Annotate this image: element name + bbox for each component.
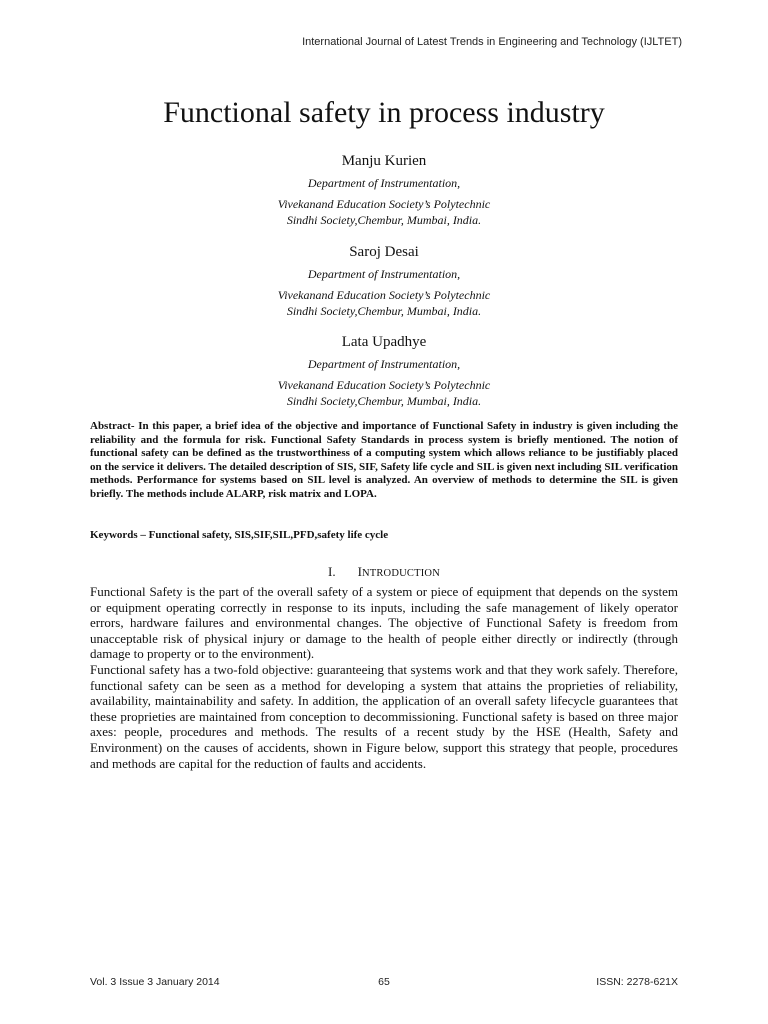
author-institution: Vivekanand Education Society’s Polytechnic xyxy=(277,197,491,211)
footer-page-number: 65 xyxy=(378,976,390,988)
author-department: Department of Instrumentation, xyxy=(307,267,461,281)
author-institution: Vivekanand Education Society’s Polytechnic xyxy=(277,378,491,392)
abstract: Abstract- In this paper, a brief idea of the objective and importance of Functional Safety in industry is given including the reliability and the formula for risk. Functional Safety Standards in process system is briefly mentioned. The notion of functional safety can be defined as the trustworthiness of a computing system which allows reliance to be justifiably placed on the service it delivers. The detailed description of SIS, SIF, Safety life cycle and SIL is given next including SIL verification methods. Performance for systems based on SIL level is analyzed. An overview of methods to determine the SIL is given briefly. The methods include ALARP, risk matrix and LOPA. xyxy=(90,420,678,500)
author-address: Sindhi Society,Chembur, Mumbai, India. xyxy=(286,304,482,318)
author-name: Manju Kurien xyxy=(341,153,427,169)
footer-volume: Vol. 3 Issue 3 January 2014 xyxy=(90,976,220,988)
section-title-rest: NTRODUCTION xyxy=(361,568,440,579)
paragraph: Functional Safety is the part of the overall safety of a system or piece of equipment that depends on the system or equipment operating correctly in response to its inputs, including the safe management of likely operator errors, hardware failures and environmental changes. The objective of Functional Safety is freedom from unacceptable risk of physical injury or damage to the health of people either directly or indirectly (through damage to property or to the environment). xyxy=(90,584,678,662)
author-block-3 xyxy=(0,333,768,409)
introduction-body xyxy=(90,584,678,771)
paragraph: Functional safety has a two-fold objective: guaranteeing that systems work and that they work safely. Therefore, functional safety can be seen as a method for developing a system that attains the proprieties of reliability, availability, maintainability and safety. In addition, the application of an overall safety lifecycle guarantees that these proprieties are maintained from conception to decommissioning. Functional safety is based on three major axes: people, procedures and methods. The results of a recent study by the HSE (Health, Safety and Environment) on the causes of accidents, shown in Figure below, support this strategy that people, procedures and methods are capital for the reduction of faults and accidents. xyxy=(90,661,678,771)
author-name: Lata Upadhye xyxy=(341,334,427,350)
author-block-2 xyxy=(0,243,768,319)
section-title-initial: I xyxy=(357,564,362,579)
section-heading xyxy=(0,564,768,580)
section-number: I. xyxy=(328,564,336,579)
footer-issn: ISSN: 2278-621X xyxy=(596,976,678,988)
author-address: Sindhi Society,Chembur, Mumbai, India. xyxy=(286,394,482,408)
author-department: Department of Instrumentation, xyxy=(307,357,461,371)
author-address: Sindhi Society,Chembur, Mumbai, India. xyxy=(286,213,482,227)
paper-title: Functional safety in process industry xyxy=(163,96,605,129)
keywords: Keywords – Functional safety, SIS,SIF,SIL,PFD,safety life cycle xyxy=(90,529,389,541)
author-department: Department of Instrumentation, xyxy=(307,176,461,190)
journal-header: International Journal of Latest Trends in Engineering and Technology (IJLTET) xyxy=(302,36,682,48)
author-block-1 xyxy=(0,152,768,228)
author-name: Saroj Desai xyxy=(349,244,419,260)
author-institution: Vivekanand Education Society’s Polytechnic xyxy=(277,288,491,302)
